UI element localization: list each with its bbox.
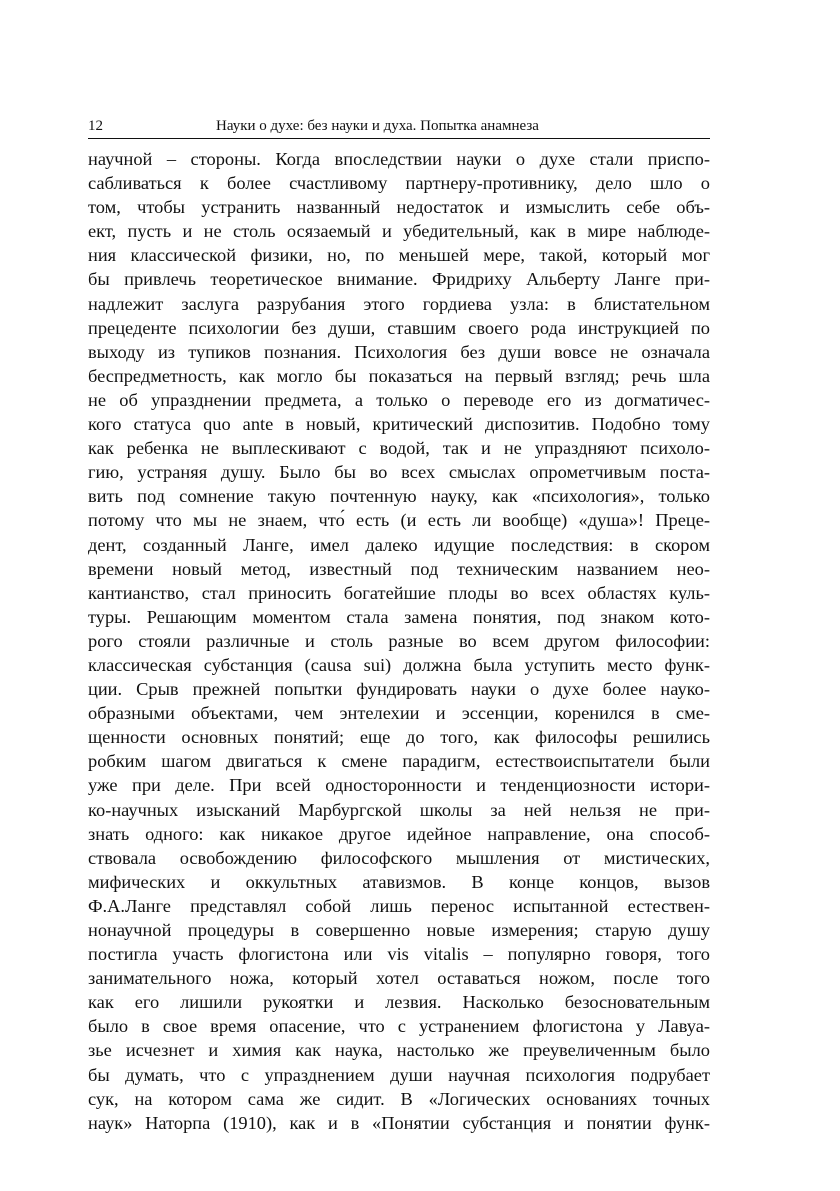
text-line: нонаучной процедуры в совершенно новые измерения; старую душу — [88, 920, 710, 940]
text-line: Ф.А.Ланге представлял собой лишь перенос испытанной естествен- — [88, 895, 710, 916]
text-line: дент, созданный Ланге, имел далеко идущие последствия: в скором — [88, 534, 710, 555]
text-line: кого статуса quo ante в новый, критический диспозитив. Подобно тому — [88, 414, 710, 435]
text-line: было в свое время опасение, что с устранением флогистона у Лавуа- — [88, 1016, 710, 1037]
text-line: бы привлечь теоретическое внимание. Фридриху Альберту Ланге при- — [88, 269, 710, 290]
text-line: как его лишили рукоятки и лезвия. Насколько безосновательным — [88, 992, 710, 1013]
text-line: беспредметность, как могло бы показаться на первый взгляд; речь шла — [88, 365, 710, 386]
text-line: рого стояли различные и столь разные во всем другом философии: — [88, 630, 710, 651]
text-line: знать одного: как никакое другое идейное направление, она способ- — [88, 823, 710, 844]
text-line: щенности основных понятий; еще до того, как философы решились — [88, 727, 710, 748]
text-line: вить под сомнение такую почтенную науку, как «психология», только — [88, 486, 710, 507]
text-line: гию, устраняя душу. Было бы во всех смыслах опрометчивым поста- — [88, 462, 710, 483]
text-line: постигла участь флогистона или vis vitalis – популярно говоря, того — [88, 944, 710, 965]
text-line: ствовала освобождению философского мышления от мистических, — [88, 847, 710, 868]
text-line: туры. Решающим моментом стала замена понятия, под знаком кото- — [88, 606, 710, 627]
text-line: надлежит заслуга разрубания этого гордиева узла: в блистательном — [88, 293, 710, 314]
text-line: ко-научных изысканий Марбургской школы за ней нельзя не при- — [88, 799, 710, 820]
text-line: зье исчезнет и химия как наука, настолько же преувеличенным было — [88, 1040, 710, 1061]
text-line: том, чтобы устранить названный недостаток и измыслить себе объ- — [88, 197, 710, 218]
text-line: как ребенка не выплескивают с водой, так и не упраздняют психоло- — [88, 438, 710, 459]
text-line: времени новый метод, известный под техническим названием нео- — [88, 558, 710, 579]
text-line: выходу из тупиков познания. Психология без души вовсе не означала — [88, 341, 710, 362]
text-line: потому что мы не знаем, что́ есть (и есть ли вообще) «душа»! Преце- — [88, 510, 710, 531]
running-title: Науки о духе: без науки и духа. Попытка анамнеза — [216, 118, 539, 134]
text-line: ции. Срыв прежней попытки фундировать науки о духе более науко- — [88, 679, 710, 700]
text-line: наук» Наторпа (1910), как и в «Понятии субстанция и понятии функ- — [88, 1112, 710, 1133]
body-text — [88, 147, 710, 1135]
text-line: сук, на котором сама же сидит. В «Логических основаниях точных — [88, 1088, 710, 1109]
text-line: классическая субстанция (causa sui) должна была уступить место функ- — [88, 654, 710, 675]
text-line: занимательного ножа, который хотел оставаться ножом, после того — [88, 968, 710, 989]
text-line: не об упразднении предмета, а только о переводе его из догматичес- — [88, 389, 710, 410]
page-header — [88, 118, 710, 139]
text-line: уже при деле. При всей односторонности и тенденциозности истори- — [88, 775, 710, 796]
text-line: ект, пусть и не столь осязаемый и убедительный, как в мире наблюде- — [88, 221, 710, 242]
text-line: ния классической физики, но, по меньшей мере, такой, который мог — [88, 245, 710, 266]
text-line: образными объектами, чем энтелехии и эссенции, коренился в сме- — [88, 703, 710, 724]
text-line: сабливаться к более счастливому партнеру-противнику, дело шло о — [88, 173, 710, 194]
text-line: мифических и оккультных атавизмов. В конце концов, вызов — [88, 871, 710, 892]
text-line: бы думать, что с упразднением души научная психология подрубает — [88, 1064, 710, 1085]
text-line: робким шагом двигаться к смене парадигм, естествоиспытатели были — [88, 751, 710, 772]
page-number: 12 — [88, 118, 103, 134]
text-line: прецеденте психологии без души, ставшим своего рода инструкцией по — [88, 317, 710, 338]
text-line: кантианство, стал приносить богатейшие плоды во всех областях куль- — [88, 582, 710, 603]
text-line: научной – стороны. Когда впоследствии науки о духе стали приспо- — [88, 149, 710, 169]
